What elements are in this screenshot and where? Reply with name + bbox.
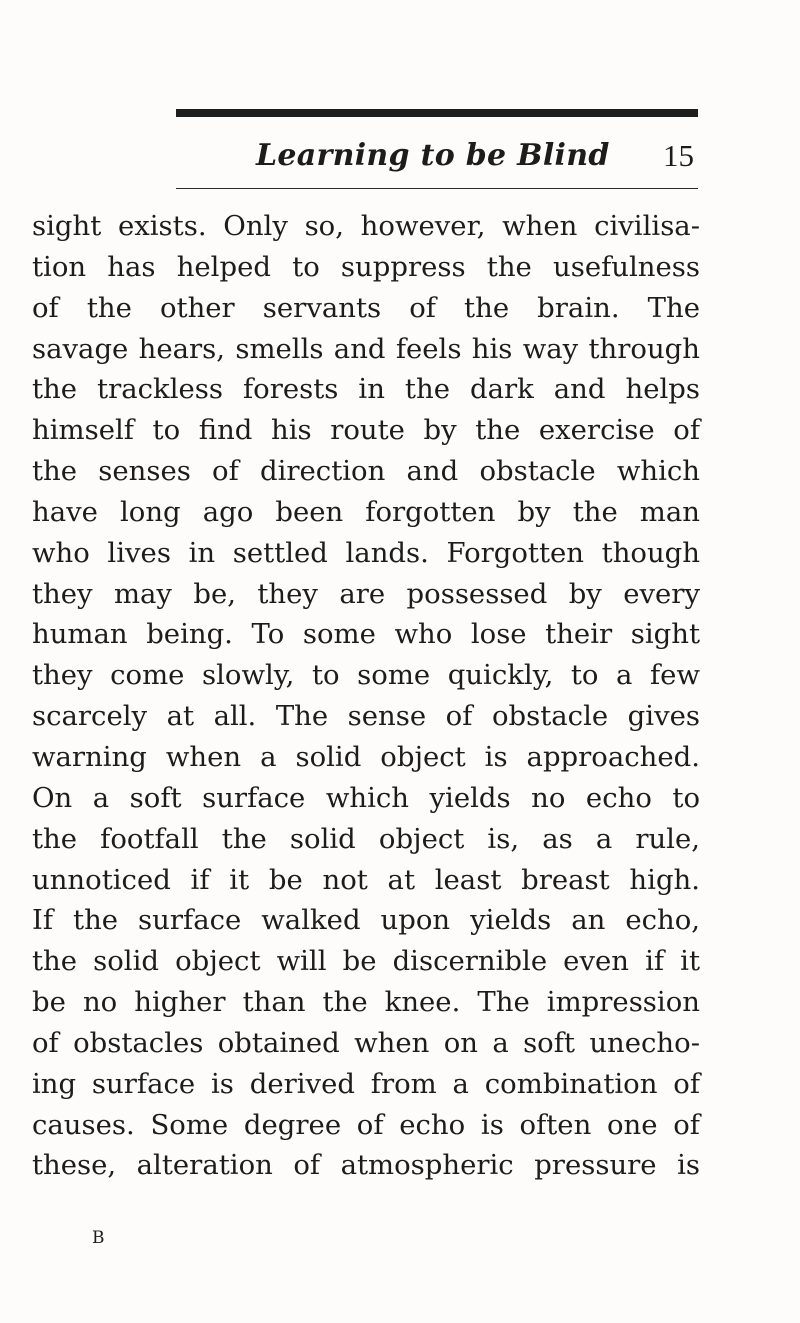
text-line: the senses of direction and obstacle which [32, 455, 700, 488]
top-rule [176, 109, 698, 117]
text-line: unnoticed if it be not at least breast high. [32, 863, 700, 896]
text-line: himself to find his route by the exercise of [32, 414, 700, 447]
text-line: savage hears, smells and feels his way through [32, 332, 700, 365]
text-line: they may be, they are possessed by every [32, 577, 700, 610]
running-header [176, 136, 698, 182]
text-line: have long ago been forgotten by the man [32, 495, 700, 528]
text-line: If the surface walked upon yields an echo, [32, 904, 700, 937]
text-line: scarcely at all. The sense of obstacle gives [32, 700, 700, 733]
text-line: who lives in settled lands. Forgotten though [32, 536, 700, 569]
text-line: On a soft surface which yields no echo to [32, 781, 700, 814]
body-text [32, 206, 700, 1186]
text-line: these, alteration of atmospheric pressure is [32, 1149, 700, 1182]
text-line: they come slowly, to some quickly, to a few [32, 659, 700, 692]
text-line: warning when a solid object is approached. [32, 740, 700, 773]
text-line: the solid object will be discernible even if it [32, 945, 700, 978]
text-line: be no higher than the knee. The impression [32, 986, 700, 1019]
running-title: Learning to be Blind [256, 138, 610, 173]
text-line: ing surface is derived from a combination of [32, 1067, 700, 1100]
text-line: human being. To some who lose their sight [32, 618, 700, 651]
text-line: sight exists. Only so, however, when civilisa- [32, 210, 700, 242]
text-line: causes. Some degree of echo is often one of [32, 1108, 700, 1141]
text-line: of the other servants of the brain. The [32, 291, 700, 324]
text-line: tion has helped to suppress the usefulness [32, 250, 700, 283]
page-number: 15 [663, 138, 694, 173]
header-rule [176, 188, 698, 189]
signature-mark: B [92, 1228, 106, 1248]
text-line: of obstacles obtained when on a soft unecho- [32, 1026, 700, 1059]
text-line: the footfall the solid object is, as a rule, [32, 822, 700, 855]
text-line: the trackless forests in the dark and helps [32, 373, 700, 406]
